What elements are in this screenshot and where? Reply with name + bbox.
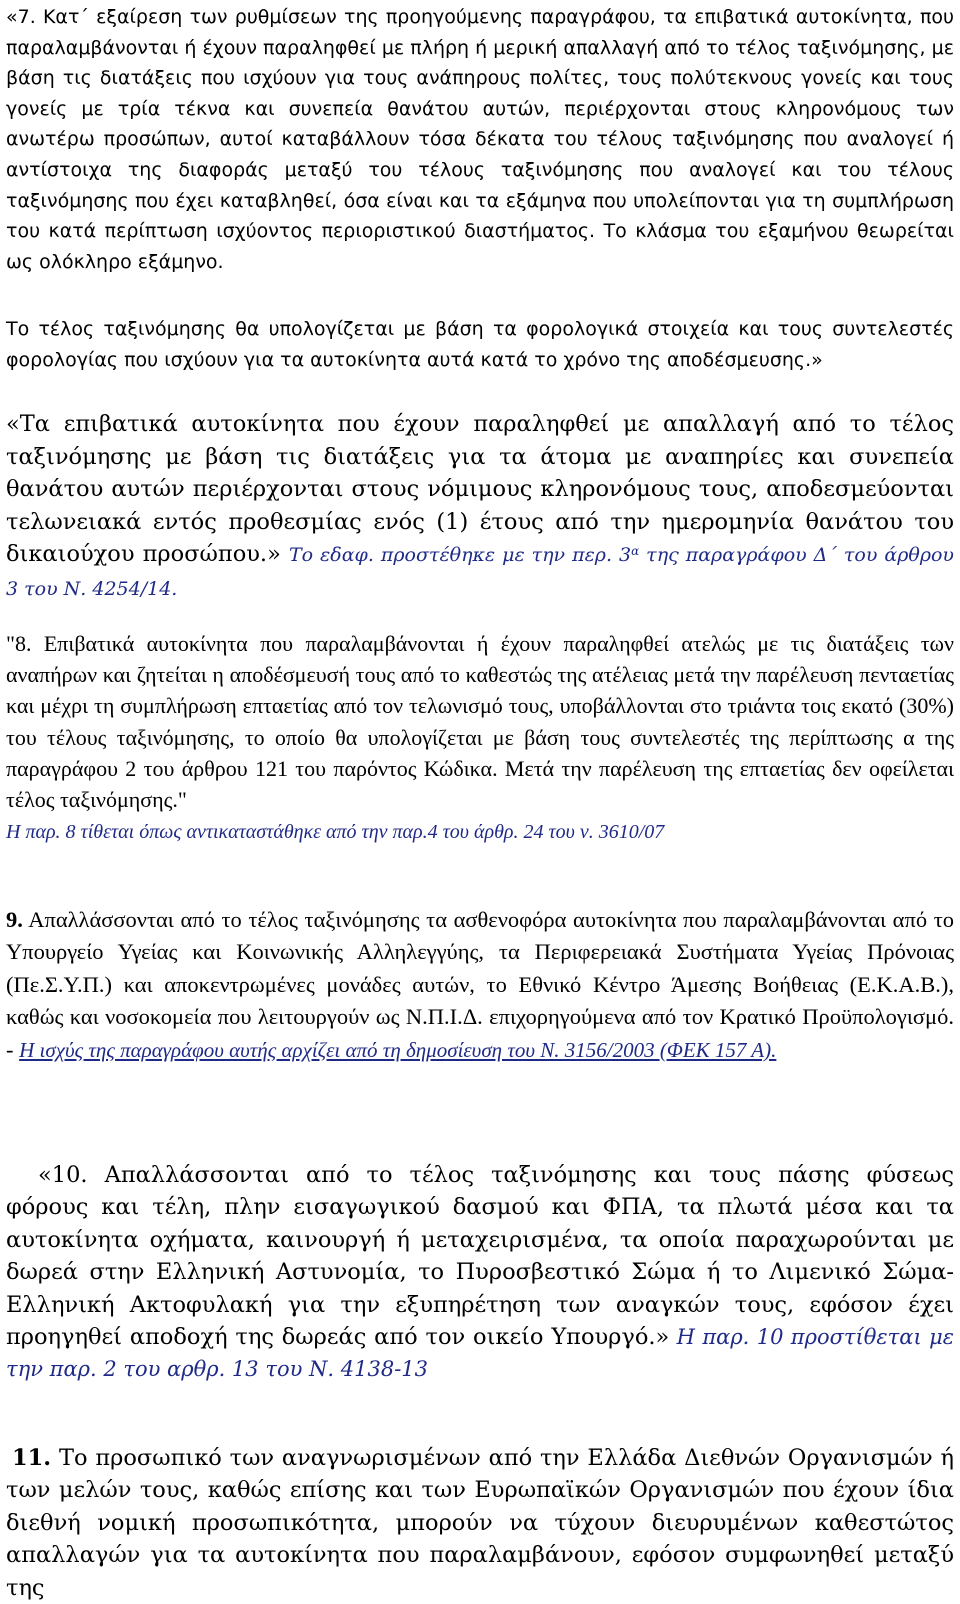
paragraph-9-number: 9. bbox=[6, 907, 23, 932]
amendment-note-10: Η παρ. 10 προστίθεται με την παρ. 2 του αρθρ. 13 του Ν. 4138-13 bbox=[6, 1325, 954, 1382]
paragraph-11-text: Το προσωπικό των αναγνωρισμένων από την Ελλάδα Διεθνών Οργανισμών ή των μελών τους, καθώς επίσης και των Ευρωπαϊκών Οργανισμών που έχουν ίδια διεθνή νομική προσωπικότητα, μπορούν να τύχουν διευρυμένων καθεστώτος απαλλαγών για τα αυτοκίνητα που παραλαμβάνουν, εφόσον συμφωνηθεί μεταξύ της bbox=[6, 1445, 954, 1601]
amendment-note-7-b: της παραγράφου Δ΄ του άρθρου 3 του Ν. 4254/14. bbox=[6, 544, 954, 600]
paragraph-11 bbox=[6, 1442, 954, 1604]
paragraph-9-separator: - bbox=[6, 1036, 20, 1062]
paragraph-10-text: «10. Απαλλάσσονται από το τέλος ταξινόμησης και τους πάσης φύσεως φόρους και τέλη, πλην εισαγωγικού δασμού και ΦΠΑ, τα πλωτά μέσα και τα αυτοκίνητα οχήματα, καινουργή ή μεταχειρισμένα, τα οποία παραχωρούνται με δωρεά στην Ελληνική Αστυνομία, το Πυροσβεστικό Σώμα ή το Λιμενικό Σώμα-Ελληνική Ακτοφυλακή για την εξυπηρέτηση των αναγκών τους, εφόσον έχει προηγηθεί αποδοχή της δωρεάς από τον οικείο Υπουργό.» bbox=[6, 1162, 954, 1351]
paragraph-7-text-2: Το κλάσμα του εξαμήνου θεωρείται ως ολόκληρο εξάμηνο. bbox=[6, 220, 954, 273]
paragraph-7-text: «7. Κατ΄ εξαίρεση των ρυθμίσεων της προηγούμενης παραγράφου, τα επιβατικά αυτοκίνητα, που παραλαμβάνονται ή έχουν παραληφθεί με πλήρη ή μερική απαλλαγή από το τέλος ταξινόμησης, με βάση τις διατάξεις που ισχύουν για τους ανάπηρους πολίτες, τους πολύτεκνους γονείς και τους γονείς με τρία τέκνα και συνεπεία θανάτου αυτών, περιέρχονται στους κληρονόμους των ανωτέρω προσώπων, αυτοί καταβάλλουν τόσα δέκατα του τέλους ταξινόμησης που αναλογεί ή αντίστοιχα της διαφοράς μεταξύ του τέλους ταξινόμησης που αναλογεί και του τέλους ταξινόμησης που έχει καταβληθεί, όσα είναι και τα εξάμηνα που υπολείπονται για τη συμπλήρωση του κατά περίπτωση ισχύοντος περιοριστικού διαστήματος. bbox=[6, 6, 954, 243]
paragraph-7-text-4: «Τα επιβατικά αυτοκίνητα που έχουν παραληφθεί με απαλλαγή από το τέλος ταξινόμησης με βάση τις διατάξεις για τα άτομα με αναπηρίες και συνεπεία θανάτου αυτών περιέρχονται στους νόμιμους κληρονόμους τους, αποδεσμεύονται τελωνειακά εντός προθεσμίας ενός (1) έτους από την ημερομηνία θανάτου του δικαιούχου προσώπου.» bbox=[6, 411, 954, 568]
paragraph-7 bbox=[6, 2, 954, 277]
paragraph-7-tax-calc bbox=[6, 314, 954, 375]
paragraph-11-number: 11. bbox=[12, 1445, 52, 1471]
paragraph-10 bbox=[6, 1159, 954, 1386]
paragraph-8 bbox=[6, 628, 954, 848]
paragraph-9-text: Απαλλάσσονται από το τέλος ταξινόμησης τα ασθενοφόρα αυτοκίνητα που παραλαμβάνονται από το Υπουργείο Υγείας και Κοινωνικής Αλληλεγγύης, τα Περιφερειακά Συστήματα Υγείας Πρόνοιας (Πε.Σ.Υ.Π.) και αποκεντρωμένες μονάδες αυτών, το Εθνικό Κέντρο Άμεσης Βοήθειας (Ε.Κ.Α.Β.), καθώς και νοσοκομεία που λειτουργούν ως Ν.Π.Ι.Δ. επιχορηγούμενα από τον Κρατικό Προϋπολογισμό. bbox=[6, 907, 954, 1030]
paragraph-7-amendment bbox=[6, 408, 954, 606]
amendment-note-8: Η παρ. 8 τίθεται όπως αντικαταστάθηκε από την παρ.4 του άρθρ. 24 του ν. 3610/07 bbox=[6, 821, 665, 844]
paragraph-9 bbox=[6, 904, 954, 1066]
amendment-note-9: Η ισχύς της παραγράφου αυτής αρχίζει από τη δημοσίευση του Ν. 3156/2003 (ΦΕΚ 157 Α). bbox=[19, 1037, 777, 1062]
paragraph-7-text-3: Το τέλος ταξινόμησης θα υπολογίζεται με βάση τα φορολογικά στοιχεία και τους συντελεστές φορολογίας που ισχύουν για τα αυτοκίνητα αυτά κατά το χρόνο της αποδέσμευσης.» bbox=[6, 318, 954, 371]
amendment-note-7-a: Το εδαφ. προστέθηκε με την περ. 3 bbox=[288, 544, 632, 567]
paragraph-8-text: "8. Επιβατικά αυτοκίνητα που παραλαμβάνονται ή έχουν παραληφθεί ατελώς με τις διατάξεις των αναπήρων και ζητείται η αποδέσμευσή τους από το καθεστώς της ατέλειας μετά την παρέλευση πενταετίας και μέχρι τη συμπλήρωση επταετίας από τον τελωνισμό τους, υποβάλλονται στο τριάντα τοις εκατό (30%) του τέλους ταξινόμησης, το οποίο θα υπολογίζεται με βάση τους συντελεστές της περίπτωσης α της παραγράφου 2 του άρθρου 121 του παρόντος Κώδικα. Μετά την παρέλευση της επταετίας δεν οφείλεται τέλος ταξινόμησης." bbox=[6, 631, 954, 813]
amendment-note-7-sup: α bbox=[631, 544, 640, 559]
